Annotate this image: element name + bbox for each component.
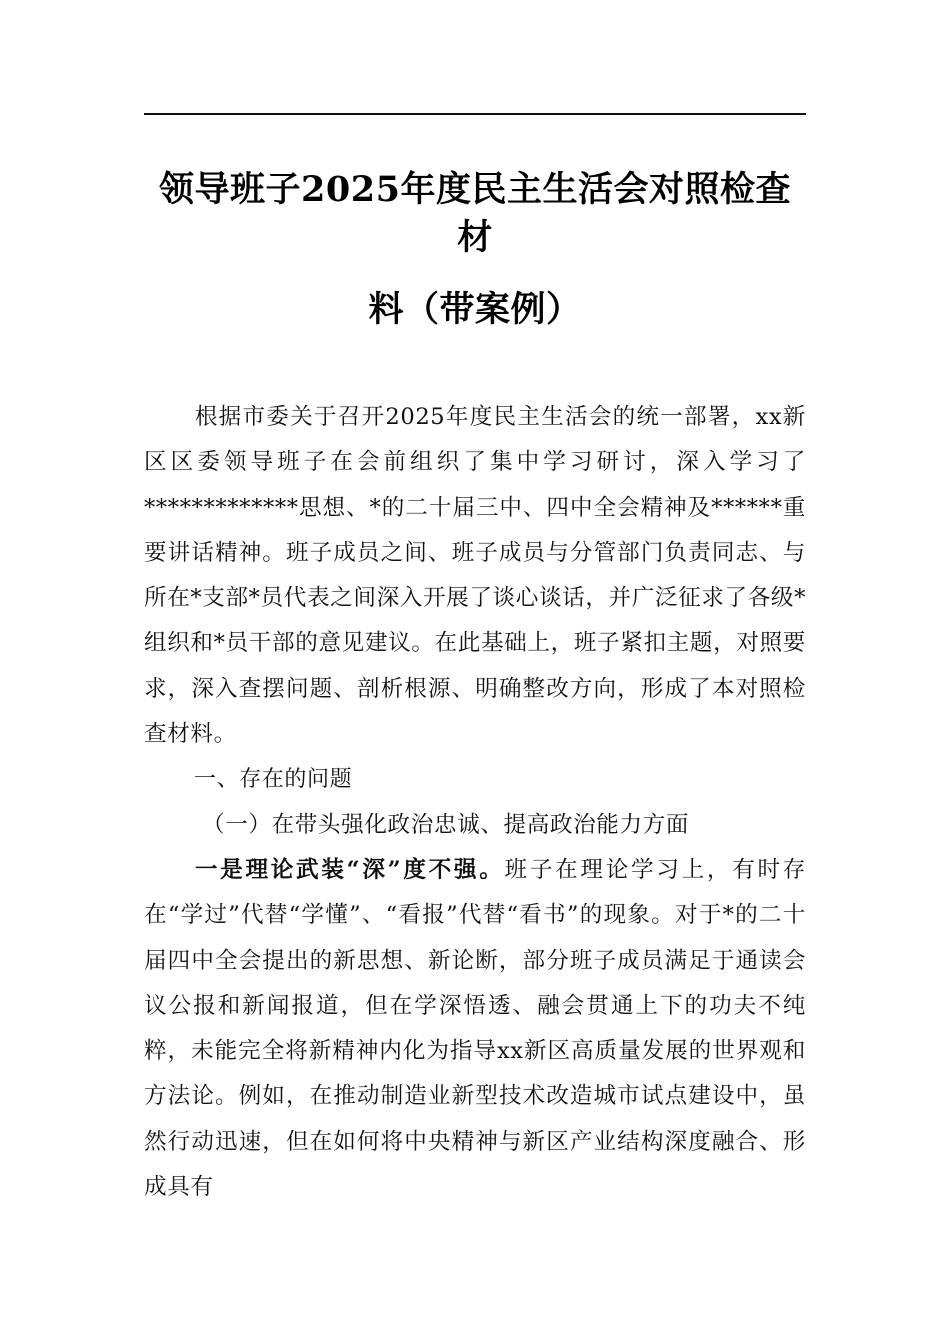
header-rule xyxy=(144,113,806,115)
document-body xyxy=(144,395,806,1210)
title-line-2: 料（带案例） xyxy=(368,289,582,330)
point-1-text: 班子在理论学习上，有时存在“学过”代替“学懂”、“看报”代替“看书”的现象。对于*的二十届四中全会提出的新思想、新论断，部分班子成员满足于通读会议公报和新闻报道，但在学深悟透、融会贯通上下的功夫不纯粹，未能完全将新精神内化为指导xx新区高质量发展的世界观和方法论。例如，在推动制造业新型技术改造城市试点建设中，虽然行动迅速，但在如何将中央精神与新区产业结构深度融合、形成具有 xyxy=(144,856,807,1201)
point-1-paragraph xyxy=(144,848,806,1210)
point-1-lead: 一是理论武装“深”度不强。 xyxy=(194,856,505,883)
subsection-heading-political: （一）在带头强化政治忠诚、提高政治能力方面 xyxy=(202,811,690,838)
section-heading-problems: 一、存在的问题 xyxy=(194,767,353,793)
intro-paragraph: 根据市委关于召开2025年度民主生活会的统一部署，xx新区区委领导班子在会前组织了集中学习研讨，深入学习了*************思想、*的二十届三中、四中全会精神及******重要讲话精神。班子成员之间、班子成员与分管部门负责同志、与所在*支部*员代表之间深入开展了谈心谈话，并广泛征求了各级*组织和*员干部的意见建议。在此基础上，班子紧扣主题，对照要求，深入查摆问题、剖析根源、明确整改方向，形成了本对照检查材料。 xyxy=(144,404,806,748)
document-title xyxy=(144,166,806,334)
title-line-1: 领导班子2025年度民主生活会对照检查材 xyxy=(159,169,791,258)
